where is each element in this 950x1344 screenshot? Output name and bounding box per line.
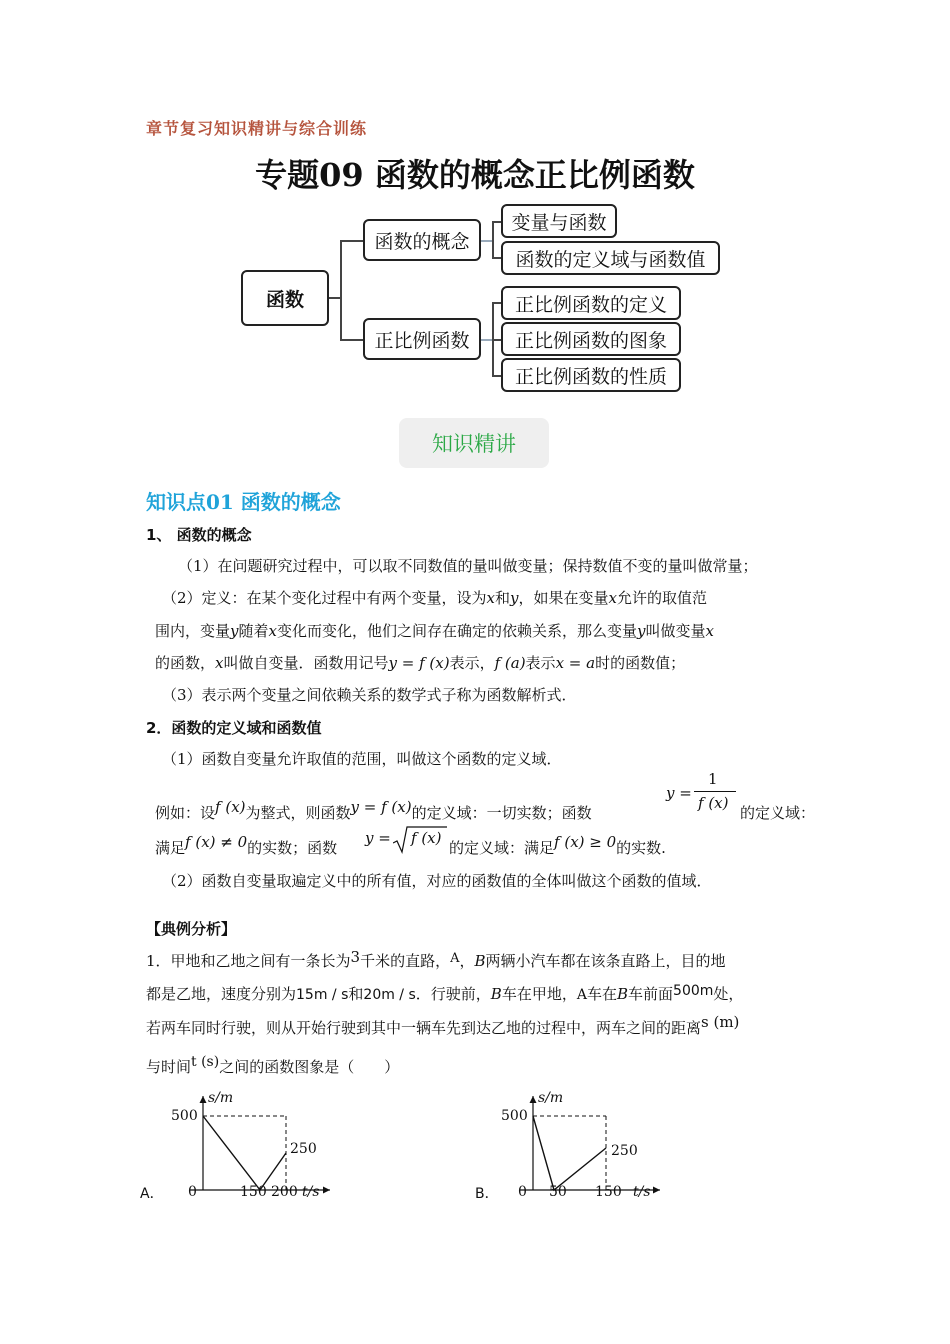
knowledge-point-heading: 知识点01 函数的概念 xyxy=(146,490,341,514)
example-heading: 【典例分析】 xyxy=(146,920,237,938)
question-line: 与时间t (s)之间的函数图象是（ ） xyxy=(146,1054,400,1076)
sqrt-formula: y = f (x) xyxy=(365,825,447,855)
paragraph: 的定义域：满足f (x) ≥ 0的实数. xyxy=(449,833,666,857)
option-letter: A． xyxy=(140,1186,164,1202)
paragraph: （2）函数自变量取遍定义中的所有值，对应的函数值的全体叫做这个函数的值域． xyxy=(162,872,712,890)
page-title: 专题09 函数的概念正比例函数 xyxy=(255,156,695,194)
fraction-formula: y = 1 f (x) xyxy=(666,770,740,820)
option-b-graph[interactable]: B． s/m 500 250 0 50 150 t/s xyxy=(475,1090,651,1202)
question-line: 都是乙地，速度分别为15m / s和20m / s．行驶前，B车在甲地，A车在B车前面500m处， xyxy=(146,983,744,1003)
paragraph: 的定义域： xyxy=(740,804,816,822)
mindmap-leaf: 函数的定义域与函数值 xyxy=(501,241,720,275)
option-a-graph[interactable]: A． s/m 500 250 0 150 200 t/s xyxy=(140,1090,320,1202)
mindmap-root: 函数 xyxy=(241,270,329,326)
option-letter: B． xyxy=(475,1186,499,1202)
mindmap-leaf: 正比例函数的图象 xyxy=(501,322,681,356)
section-label: 知识精讲 xyxy=(399,418,549,468)
mindmap-branch-proportional: 正比例函数 xyxy=(363,318,481,360)
mindmap-leaf: 正比例函数的性质 xyxy=(501,358,681,392)
chapter-label: 章节复习知识精讲与综合训练 xyxy=(146,119,368,138)
subsection-heading: 1、 函数的概念 xyxy=(146,526,252,544)
subsection-heading: 2．函数的定义域和函数值 xyxy=(146,719,322,737)
mindmap-leaf: 正比例函数的定义 xyxy=(501,286,681,320)
paragraph: 满足f (x) ≠ 0的实数；函数 xyxy=(155,833,338,857)
mindmap-leaf: 变量与函数 xyxy=(501,204,617,238)
question-line: 1．甲地和乙地之间有一条长为3千米的直路，A，B两辆小汽车都在该条直路上，目的地 xyxy=(146,948,726,970)
mindmap-branch-concept: 函数的概念 xyxy=(363,219,481,261)
paragraph: （1）函数自变量允许取值的范围，叫做这个函数的定义域． xyxy=(162,750,562,768)
paragraph: （3）表示两个变量之间依赖关系的数学式子称为函数解析式． xyxy=(162,686,577,704)
paragraph: 例如：设f (x)为整式，则函数y = f (x)的定义域：一切实数；函数 xyxy=(155,798,592,822)
paragraph: 围内，变量y随着x变化而变化，他们之间存在确定的依赖关系，那么变量y叫做变量x xyxy=(155,622,714,640)
question-line: 若两车同时行驶，则从开始行驶到其中一辆车先到达乙地的过程中，两车之间的距离s (m) xyxy=(146,1013,740,1037)
paragraph: 的函数，x叫做自变量．函数用记号y = f (x)表示，f (a)表示x = a时的函数值； xyxy=(155,654,686,672)
paragraph: （2）定义：在某个变化过程中有两个变量，设为x和y，如果在变量x允许的取值范 xyxy=(162,589,708,607)
paragraph: （1）在问题研究过程中，可以取不同数值的量叫做变量；保持数值不变的量叫做常量； xyxy=(178,557,758,575)
